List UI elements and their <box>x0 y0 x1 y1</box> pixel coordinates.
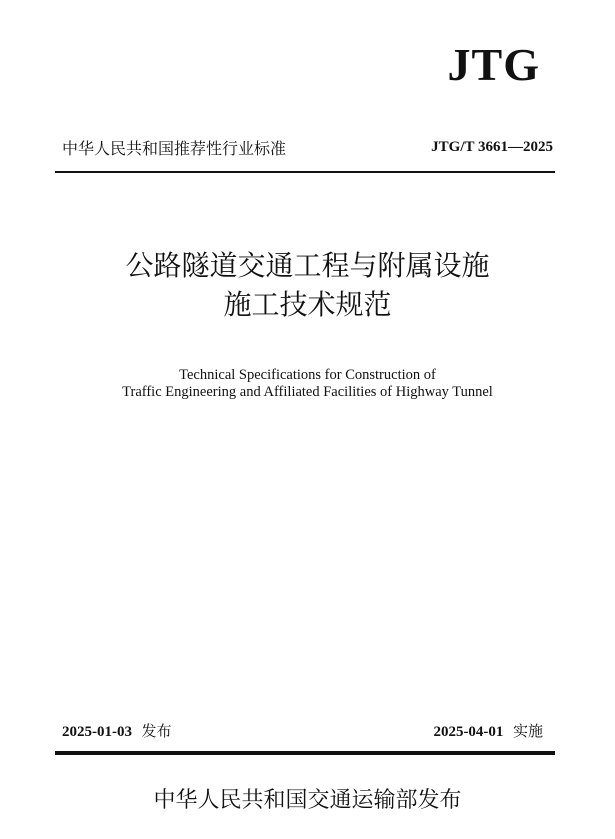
effective-date <box>433 720 543 741</box>
issue-date <box>62 720 172 741</box>
standard-code: JTG/T 3661—2025 <box>431 139 553 155</box>
effective-date-value: 2025-04-01 <box>433 724 504 740</box>
title-en-line-2: Traffic Engineering and Affiliated Facilities of Highway Tunnel <box>122 384 493 400</box>
standard-category: 中华人民共和国推荐性行业标准 <box>62 139 287 158</box>
issue-label: 发布 <box>141 722 172 740</box>
issue-date-value: 2025-01-03 <box>62 724 132 740</box>
title-en-line-1: Technical Specifications for Construction of <box>179 367 436 383</box>
footer-divider <box>55 751 555 755</box>
effective-label: 实施 <box>512 722 543 740</box>
jtg-logo: JTG <box>447 39 540 90</box>
title-cn-line-2: 施工技术规范 <box>223 288 392 321</box>
header-divider <box>55 171 555 173</box>
publisher: 中华人民共和国交通运输部发布 <box>153 788 462 813</box>
title-cn-line-1: 公路隧道交通工程与附属设施 <box>125 249 490 282</box>
